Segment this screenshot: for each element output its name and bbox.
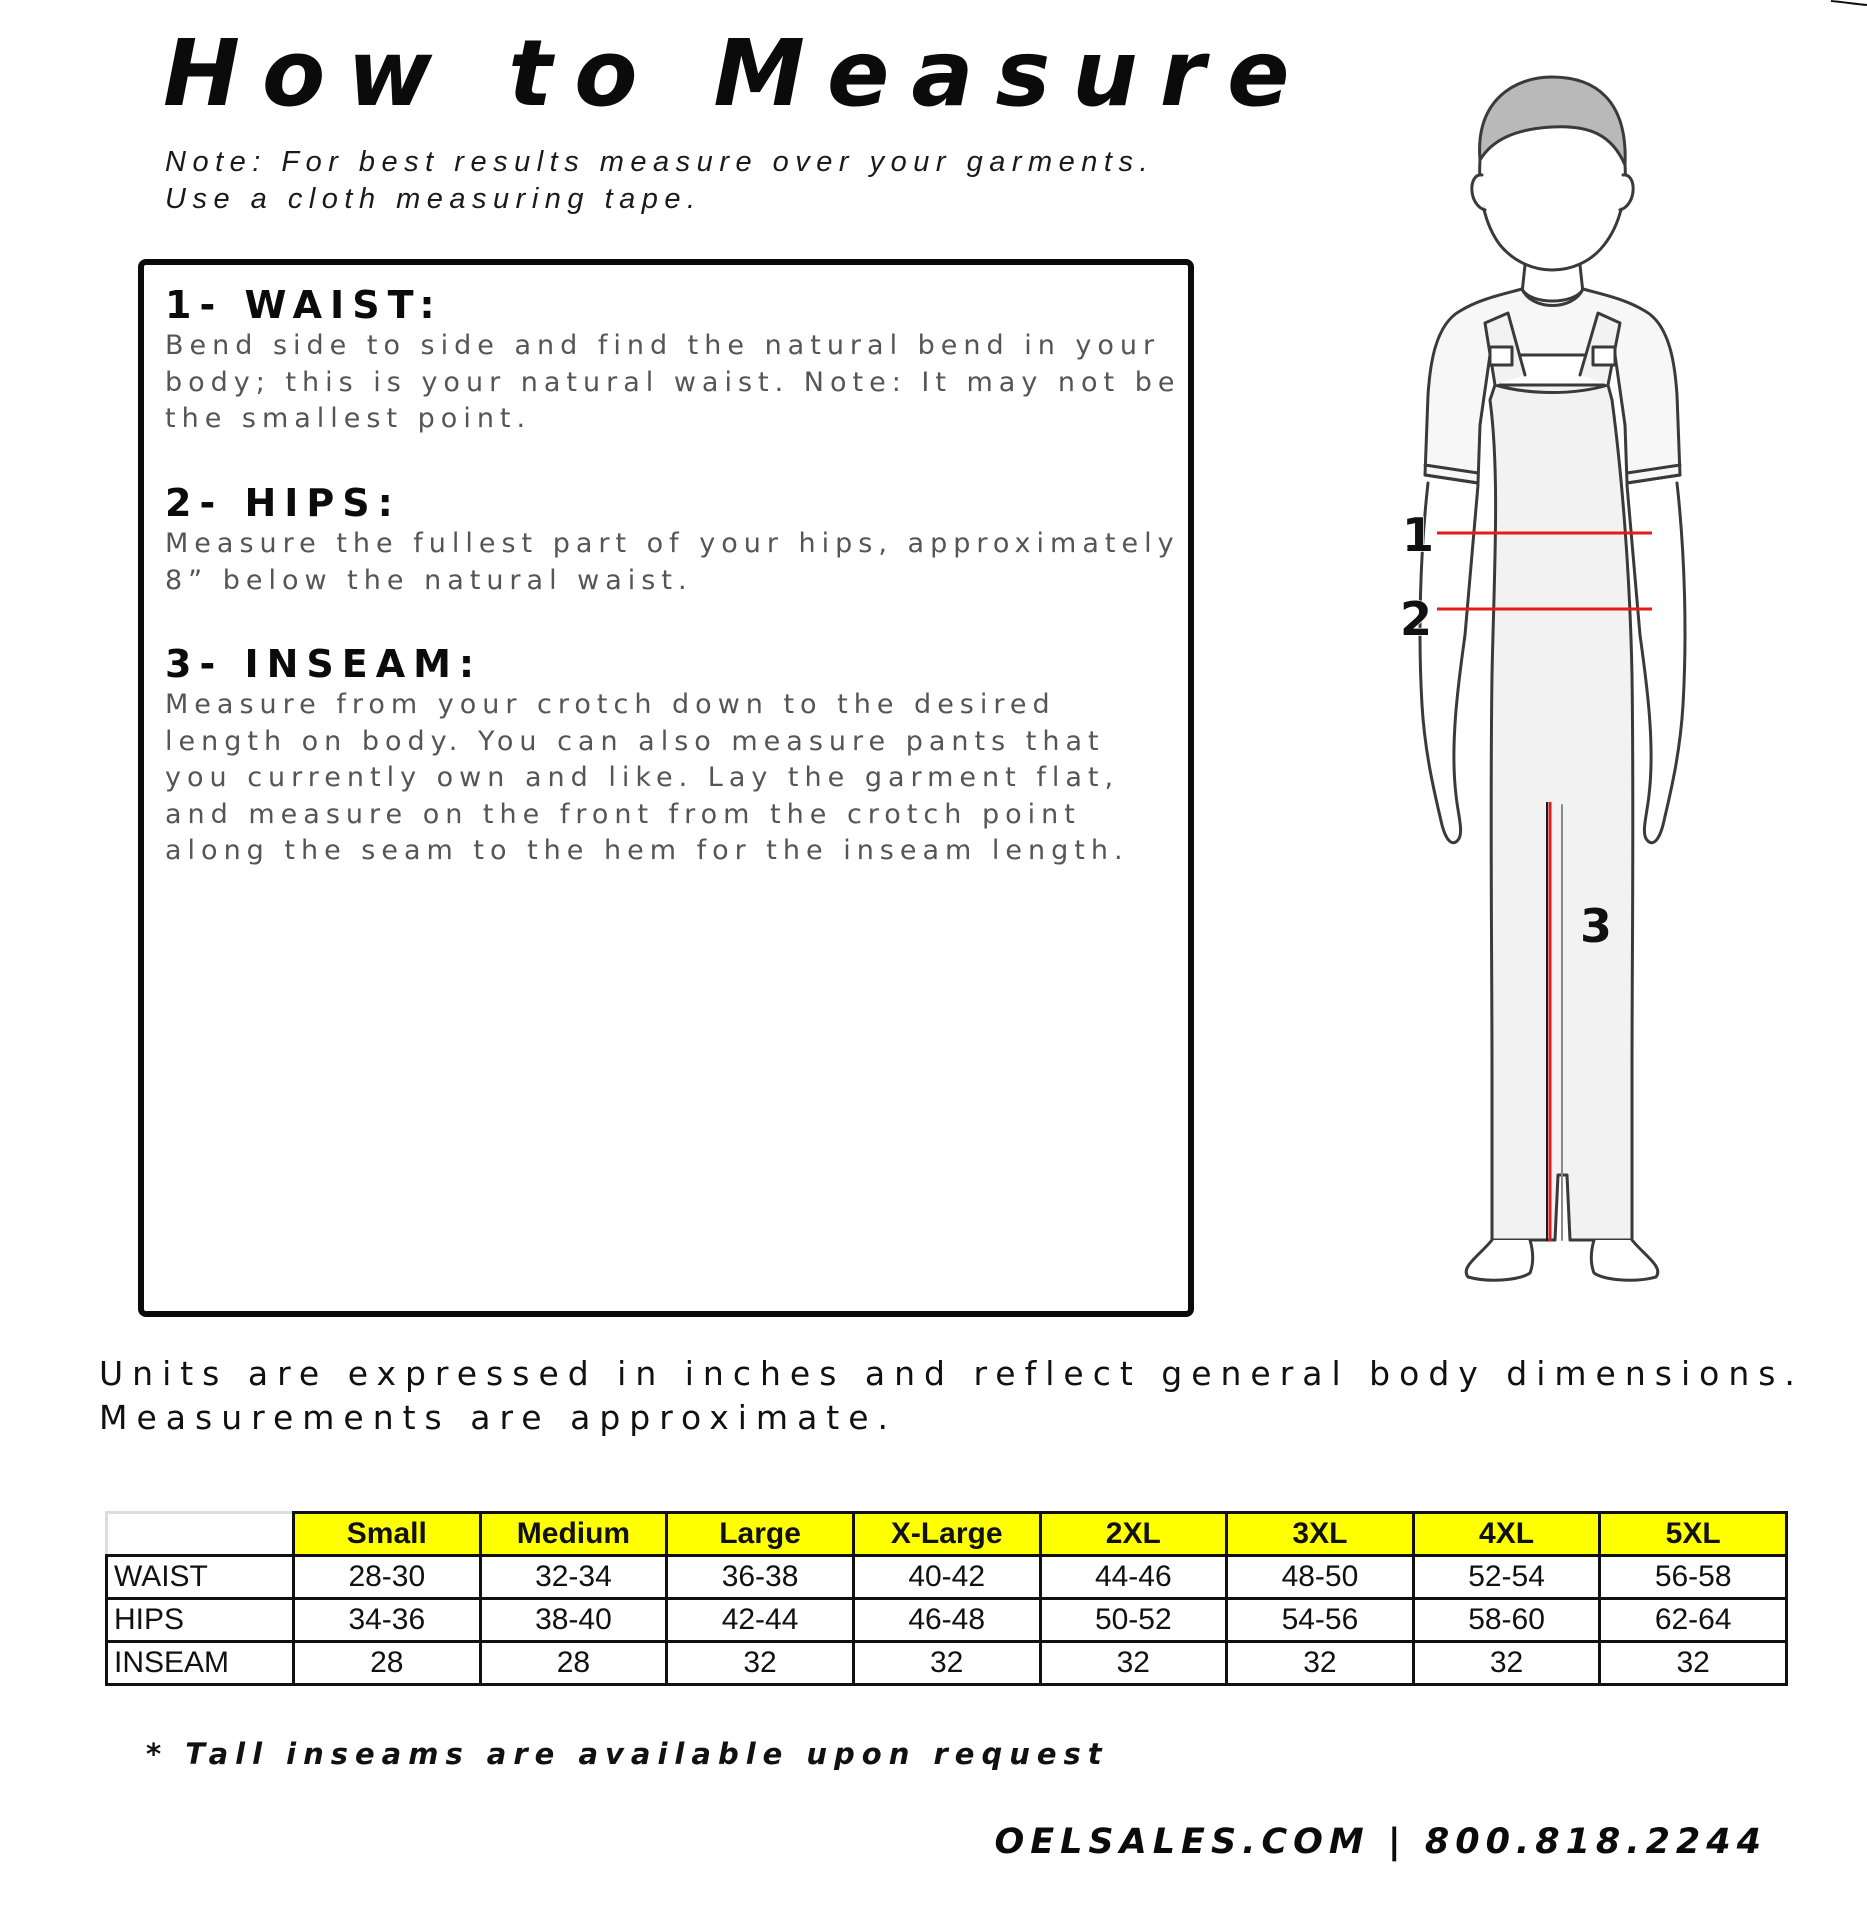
size-header-medium: Medium: [480, 1513, 667, 1556]
table-row-waist: [107, 1556, 1787, 1599]
step-waist-line-2: body; this is your natural waist. Note: It may not be: [165, 366, 1181, 398]
step-inseam-line-1: Measure from your crotch down to the desired: [165, 689, 1056, 720]
table-row-hips: [107, 1599, 1787, 1642]
step-inseam-line-4: and measure on the front from the crotch point: [165, 798, 1081, 830]
size-header-small: Small: [294, 1513, 481, 1556]
table-cell: 48-50: [1227, 1556, 1414, 1599]
hair-shape: [1480, 77, 1626, 165]
table-cell: 32: [1600, 1642, 1787, 1685]
table-cell: 32: [853, 1642, 1040, 1685]
step-inseam-line-5: along the seam to the hem for the inseam length.: [165, 835, 1129, 866]
table-cell: 28-30: [294, 1556, 481, 1599]
step-hips-heading: 2- HIPS:: [165, 481, 401, 525]
table-cell: 28: [480, 1642, 667, 1685]
size-chart-table: [105, 1511, 1788, 1686]
units-note-line-1: Units are expressed in inches and reflect general body dimensions.: [99, 1354, 1804, 1393]
table-cell: 46-48: [853, 1599, 1040, 1642]
header-blank-cell: [107, 1513, 294, 1556]
head-outline: [1480, 160, 1626, 270]
foot-left: [1466, 1240, 1533, 1280]
overalls-figure-illustration: [1340, 55, 1740, 1305]
arm-right: [1627, 483, 1685, 843]
table-cell: 32: [1227, 1642, 1414, 1685]
row-label-hips: HIPS: [107, 1599, 294, 1642]
size-header-x-large: X-Large: [853, 1513, 1040, 1556]
size-header-5xl: 5XL: [1600, 1513, 1787, 1556]
table-cell: 28: [294, 1642, 481, 1685]
table-cell: 32: [667, 1642, 854, 1685]
table-cell: 52-54: [1413, 1556, 1600, 1599]
step-waist-line-3: the smallest point.: [165, 403, 532, 434]
page-title: How to Measure: [163, 20, 1312, 127]
table-cell: 54-56: [1227, 1599, 1414, 1642]
marker-3: 3: [1580, 899, 1613, 953]
tall-inseam-note: * Tall inseams are available upon request: [146, 1737, 1109, 1771]
step-waist-heading: 1- WAIST:: [165, 283, 443, 327]
table-cell: 38-40: [480, 1599, 667, 1642]
marker-1: 1: [1402, 508, 1435, 562]
row-label-inseam: INSEAM: [107, 1642, 294, 1685]
table-cell: 42-44: [667, 1599, 854, 1642]
contact-footer: OELSALES.COM | 800.818.2244: [994, 1822, 1767, 1862]
table-cell: 32-34: [480, 1556, 667, 1599]
row-label-waist: WAIST: [107, 1556, 294, 1599]
size-header-3xl: 3XL: [1227, 1513, 1414, 1556]
table-cell: 56-58: [1600, 1556, 1787, 1599]
table-cell: 62-64: [1600, 1599, 1787, 1642]
measuring-note: [165, 144, 1154, 218]
buckle-left: [1490, 347, 1512, 365]
size-header-row: [107, 1513, 1787, 1556]
corner-mark-decoration: [1827, 0, 1867, 6]
units-note-line-2: Measurements are approximate.: [99, 1398, 898, 1437]
step-waist-line-1: Bend side to side and find the natural bend in your: [165, 330, 1161, 361]
size-header-large: Large: [667, 1513, 854, 1556]
table-cell: 40-42: [853, 1556, 1040, 1599]
measuring-note-line-2: Use a cloth measuring tape.: [165, 183, 702, 215]
measuring-note-line-1: Note: For best results measure over your garments.: [165, 146, 1155, 178]
table-cell: 36-38: [667, 1556, 854, 1599]
size-header-4xl: 4XL: [1413, 1513, 1600, 1556]
table-row-inseam: [107, 1642, 1787, 1685]
table-cell: 44-46: [1040, 1556, 1227, 1599]
step-waist-text: [165, 328, 1180, 438]
table-cell: 58-60: [1413, 1599, 1600, 1642]
step-inseam-text: [165, 687, 1129, 870]
size-header-2xl: 2XL: [1040, 1513, 1227, 1556]
marker-2: 2: [1400, 592, 1433, 646]
units-note: [99, 1352, 1804, 1440]
table-cell: 34-36: [294, 1599, 481, 1642]
step-hips-text: [165, 526, 1180, 599]
step-hips-line-2: 8” below the natural waist.: [165, 564, 693, 596]
table-cell: 50-52: [1040, 1599, 1227, 1642]
step-inseam-line-3: you currently own and like. Lay the garment flat,: [165, 762, 1120, 793]
buckle-right: [1593, 347, 1615, 365]
table-cell: 32: [1413, 1642, 1600, 1685]
step-hips-line-1: Measure the fullest part of your hips, approximately: [165, 528, 1180, 559]
foot-right: [1591, 1240, 1658, 1280]
step-inseam-heading: 3- INSEAM:: [165, 642, 483, 686]
step-inseam-line-2: length on body. You can also measure pants that: [165, 725, 1105, 757]
table-cell: 32: [1040, 1642, 1227, 1685]
